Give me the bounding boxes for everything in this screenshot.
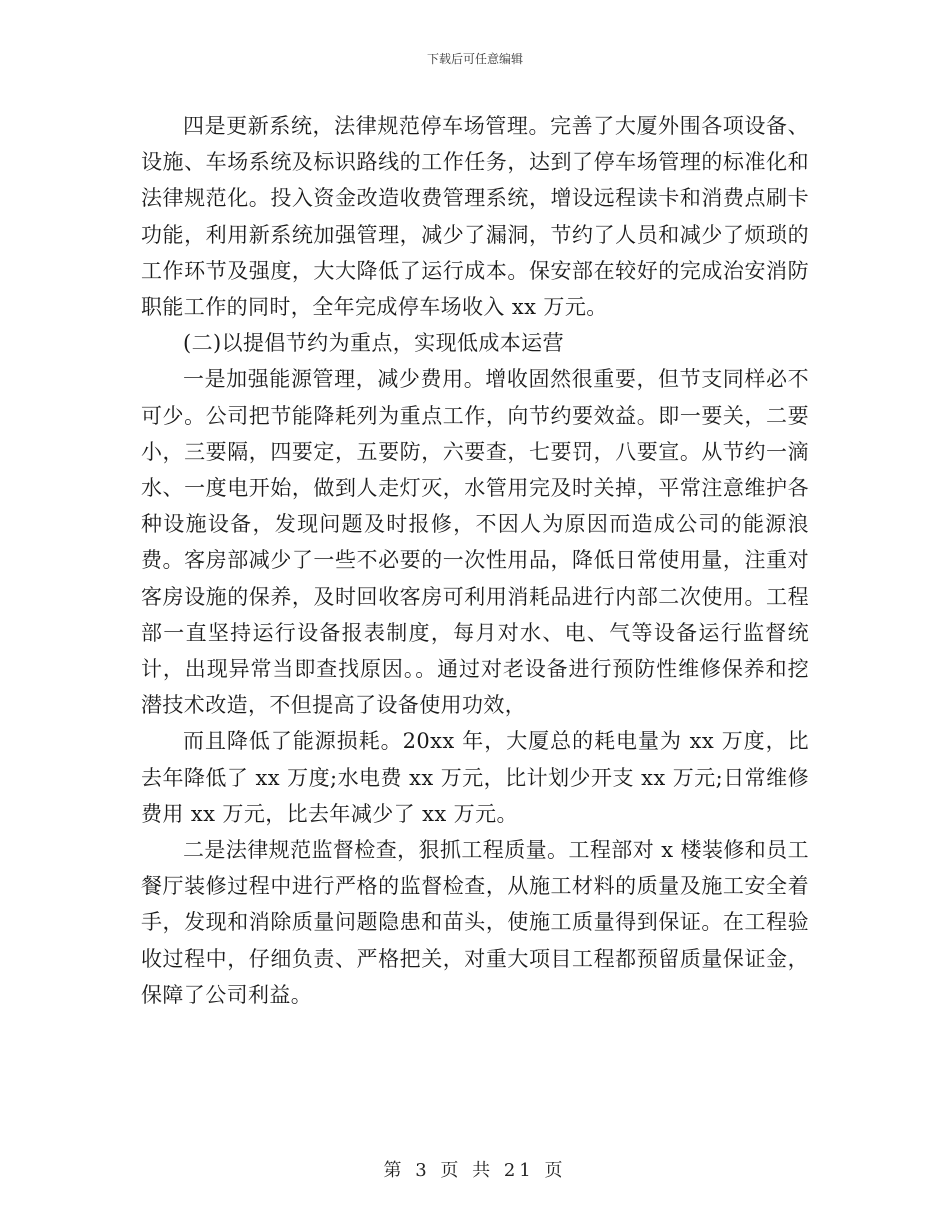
paragraph-parking-management: 四是更新系统，法律规范停车场管理。完善了大厦外围各项设备、设施、车场系统及标识路线的工作任务，达到了停车场管理的标准化和法律规范化。投入资金改造收费管理系统，增设远程读卡和消费点刷卡功能，利用新系统加强管理，减少了漏洞，节约了人员和减少了烦琐的工作环节及强度，大大降低了运行成本。保安部在较好的完成治安消防职能工作的同时，全年完成停车场收入 xx 万元。 <box>141 114 809 320</box>
page-footer: 第 3 页 共 21 页 <box>383 1160 567 1181</box>
page-header: 下载后可任意编辑 <box>426 52 523 66</box>
section-heading-cost-saving: (二)以提倡节约为重点，实现低成本运营 <box>183 331 564 356</box>
paragraph-engineering-quality: 二是法律规范监督检查，狠抓工程质量。工程部对 x 楼装修和员工餐厅装修过程中进行严格的监督检查，从施工材料的质量及施工安全着手，发现和消除质量问题隐患和苗头，使施工质量得到保证。在工程验收过程中，仔细负责、严格把关，对重大项目工程都预留质量保证金，保障了公司利益。 <box>141 838 809 1007</box>
paragraph-energy-results: 而且降低了能源损耗。20xx 年，大厦总的耗电量为 xx 万度，比去年降低了 xx 万度;水电费 xx 万元，比计划少开支 xx 万元;日常维修费用 xx 万元，比去年减少了 xx 万元。 <box>141 729 809 826</box>
document-body <box>141 108 809 1013</box>
paragraph-energy-management: 一是加强能源管理，减少费用。增收固然很重要，但节支同样必不可少。公司把节能降耗列为重点工作，向节约要效益。即一要关，二要小，三要隔，四要定，五要防，六要查，七要罚，八要宣。从节约一滴水、一度电开始，做到人走灯灭，水管用完及时关掉，平常注意维护各种设施设备，发现问题及时报修，不因人为原因而造成公司的能源浪费。客房部减少了一些不必要的一次性用品，降低日常使用量，注重对客房设施的保养，及时回收客房可利用消耗品进行内部二次使用。工程部一直坚持运行设备报表制度，每月对水、电、气等设备运行监督统计，出现异常当即查找原因。。通过对老设备进行预防性维修保养和挖潜技术改造，不但提高了设备使用功效， <box>141 367 809 718</box>
